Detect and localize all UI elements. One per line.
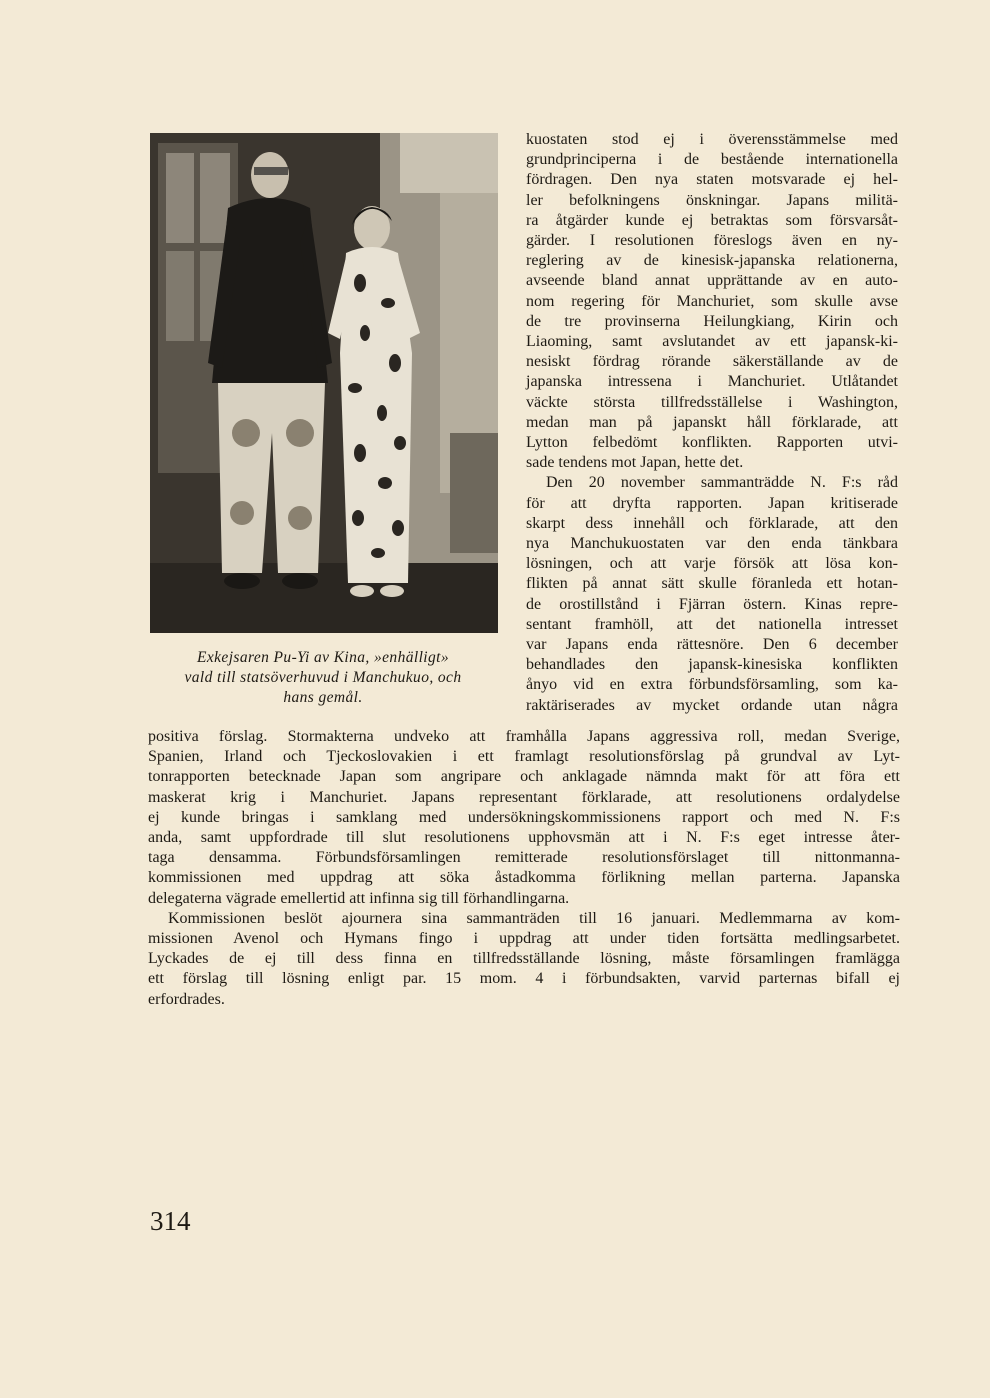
text-line: positiva förslag. Stormakterna undveko att framhålla Japans aggressiva roll, medan Sverige, <box>148 728 900 745</box>
text-line: anda, samt uppfordrade till slut resolutionens upphovsmän att i N. F:s eget intresse åter- <box>148 829 900 847</box>
text-line: Den 20 november sammanträdde N. F:s råd <box>546 474 898 492</box>
text-line: Liaoming, samt avslutandet av ett japansk-ki- <box>526 333 898 351</box>
right-column-text <box>526 130 898 716</box>
caption-line: vald till statsöverhuvud i Manchukuo, och <box>184 669 462 686</box>
text-line: de tre provinserna Heilungkiang, Kirin och <box>526 312 898 330</box>
text-line: raktäriserades av mycket ordande utan några <box>526 696 898 714</box>
text-line: nesiskt fördrag rörande säkerställande av de <box>526 353 898 371</box>
text-line: väckte största tillfredsställelse i Washington, <box>526 393 898 411</box>
text-line: taga densamma. Förbundsförsamlingen remitterade resolutionsförslaget till nittonmanna- <box>148 849 900 867</box>
text-line: sade tendens mot Japan, hette det. <box>526 454 744 472</box>
text-line: Spanien, Irland och Tjeckoslovakien i ett framlagt resolutionsförslag på grundval av Lyt- <box>148 748 900 766</box>
text-line: nom regering för Manchuriet, som skulle avse <box>526 292 898 310</box>
text-line: japanska intressena i Manchuriet. Utlåtandet <box>526 373 898 391</box>
text-line: Lytton felbedömt konflikten. Rapporten utvi- <box>526 434 898 452</box>
photo-caption <box>140 648 506 708</box>
text-line: erfordrades. <box>148 990 225 1008</box>
text-line: ånyo vid en extra förbundsförsamling, som ka- <box>526 676 898 694</box>
full-width-text <box>148 727 900 1010</box>
text-line: de orostillstånd i Fjärran östern. Kinas repre- <box>526 595 898 613</box>
historical-photo <box>150 133 498 633</box>
text-line: maskerat krig i Manchuriet. Japans representant förklarade, att resolutionens ordalydelse <box>148 788 900 806</box>
text-line: ett förslag till lösning enligt par. 15 mom. 4 i förbundsakten, varvid parternas bifall ej <box>148 970 900 988</box>
text-line: grundprinciperna i de bestående internationella <box>526 151 898 169</box>
page-number: 314 <box>150 1206 191 1236</box>
text-line: delegaterna vägrade emellertid att infinna sig till förhandlingarna. <box>148 889 570 907</box>
text-line: var Japans enda rättesnöre. Den 6 december <box>526 636 898 654</box>
text-line: flikten på annat sätt skulle föranleda ett hotan- <box>526 575 898 593</box>
text-line: lösningen, och att varje försök att lösa kon- <box>526 555 898 573</box>
caption-line: Exkejsaren Pu-Yi av Kina, »enhälligt» <box>197 649 449 666</box>
text-line: nya Manchukuostaten var den enda tänkbara <box>526 535 898 553</box>
text-line: behandlades den japansk-kinesiska konflikten <box>526 656 898 674</box>
text-line: för att dryfta rapporten. Japan kritiserade <box>526 494 898 512</box>
text-line: Lyckades de ej till dess finna en tillfredsställande lösning, måste församlingen framlägga <box>148 950 900 968</box>
text-line: ler befolkningens önskningar. Japans militä- <box>526 191 898 209</box>
text-line: kommissionen med uppdrag att söka åstadkomma förlikning mellan parterna. Japanska <box>148 869 900 887</box>
text-line: ra åtgärder kunde ej betraktas som försvarsåt- <box>526 211 898 229</box>
text-line: skarpt dess innehåll och förklarade, att den <box>526 514 898 532</box>
text-line: reglering av de kinesisk-japanska relationerna, <box>526 252 898 270</box>
text-line: missionen Avenol och Hymans fingo i uppdrag att under tiden fortsätta medlingsarbetet. <box>148 930 900 948</box>
text-line: sentant framhöll, att det nationella intresset <box>526 615 898 633</box>
photo-icon <box>150 133 498 633</box>
text-line: fördragen. Den nya staten motsvarade ej hel- <box>526 171 898 189</box>
text-line: kuostaten stod ej i överensstämmelse med <box>526 131 898 148</box>
text-line: Kommissionen beslöt ajournera sina sammanträden till 16 januari. Medlemmarna av kom- <box>168 909 900 927</box>
text-line: medan man på japanskt håll förklarade, att <box>526 413 898 431</box>
text-line: gärder. I resolutionen föreslogs även en ny- <box>526 232 898 250</box>
caption-line: hans gemål. <box>283 689 363 706</box>
text-line: avseende bland annat upprättande av en auto- <box>526 272 898 290</box>
text-line: ej kunde bringas i samklang med undersökningskommissionens rapport och med N. F:s <box>148 808 900 826</box>
text-line: tonrapporten betecknade Japan som angripare och anklagade nämnda makt för att föra ett <box>148 768 900 786</box>
